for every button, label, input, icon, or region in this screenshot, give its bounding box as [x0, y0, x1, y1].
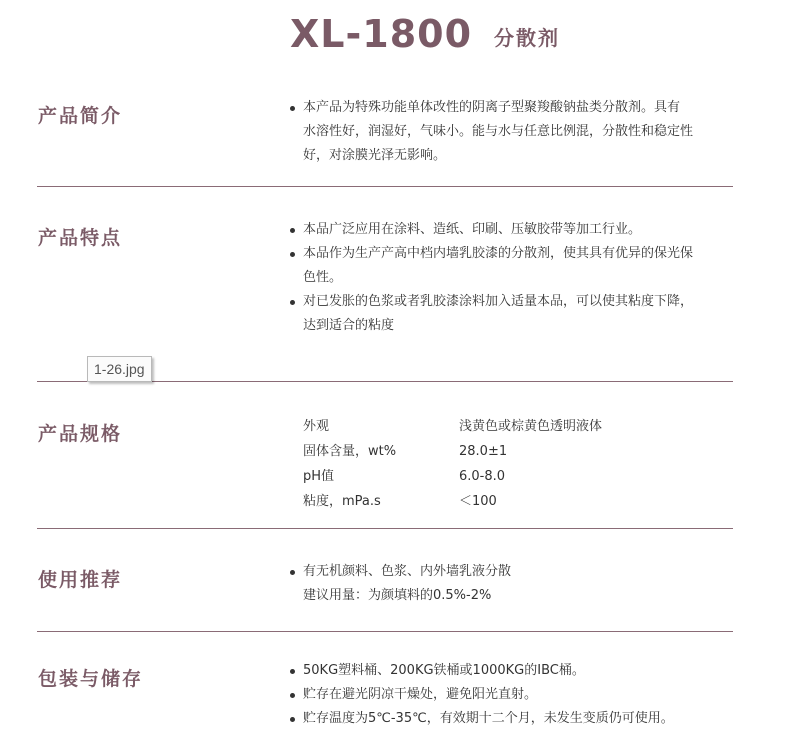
- spec-row: [303, 414, 602, 439]
- product-type: 分散剂: [494, 26, 561, 50]
- section-divider: [37, 528, 733, 529]
- feature-item: 本品作为生产产高中档内墙乳胶漆的分散剂，使其具有优异的保光保: [288, 242, 728, 266]
- packaging-item: 50KG塑料桶、200KG铁桶或1000KG的IBC桶。: [288, 659, 728, 683]
- spec-row: [303, 489, 602, 514]
- intro-line: 水溶性好，润湿好，气味小。能与水与任意比例混，分散性和稳定性: [303, 124, 694, 139]
- usage-line: 建议用量：为颜填料的0.5%-2%: [303, 588, 492, 603]
- feature-item-cont: 达到适合的粘度: [303, 318, 395, 333]
- packaging-item: 贮存在避光阴凉干燥处，避免阳光直射。: [288, 683, 728, 707]
- section-heading-usage: 使用推荐: [38, 569, 123, 591]
- intro-text: [288, 96, 728, 168]
- spec-key: pH值: [303, 469, 335, 484]
- usage-line: 有无机颜料、色浆、内外墙乳液分散: [288, 560, 728, 584]
- filename-tooltip: 1-26.jpg: [87, 356, 152, 382]
- features-list: [288, 218, 728, 338]
- section-heading-specs: 产品规格: [38, 423, 123, 445]
- section-heading-intro: 产品简介: [38, 105, 123, 127]
- spec-key: 固体含量，wt%: [303, 444, 397, 459]
- spec-value: 6.0-8.0: [459, 469, 506, 484]
- feature-item: 对已发胀的色浆或者乳胶漆涂料加入适量本品，可以使其粘度下降，: [288, 290, 728, 314]
- section-heading-features: 产品特点: [38, 227, 123, 249]
- intro-line: 本产品为特殊功能单体改性的阴离子型聚羧酸钠盐类分散剂。具有: [288, 96, 728, 120]
- document-title: [290, 10, 560, 58]
- specs-table: [303, 414, 602, 514]
- spec-value: 浅黄色或棕黄色透明液体: [459, 419, 603, 434]
- spec-value: ＜100: [459, 494, 497, 509]
- packaging-item: 贮存温度为5℃-35℃，有效期十二个月，未发生变质仍可使用。: [288, 707, 728, 731]
- product-model: XL-1800: [290, 12, 473, 56]
- section-heading-packaging: 包装与储存: [38, 668, 144, 690]
- usage-text: [288, 560, 728, 608]
- spec-key: 外观: [303, 419, 330, 434]
- spec-key: 粘度，mPa.s: [303, 494, 381, 509]
- feature-item-cont: 色性。: [303, 270, 343, 285]
- spec-row: [303, 439, 602, 464]
- feature-item: 本品广泛应用在涂料、造纸、印刷、压敏胶带等加工行业。: [288, 218, 728, 242]
- section-divider: [37, 631, 733, 632]
- section-divider: [37, 186, 733, 187]
- spec-row: [303, 464, 602, 489]
- spec-value: 28.0±1: [459, 444, 508, 459]
- packaging-list: [288, 659, 728, 731]
- intro-line: 好，对涂膜光泽无影响。: [303, 148, 447, 163]
